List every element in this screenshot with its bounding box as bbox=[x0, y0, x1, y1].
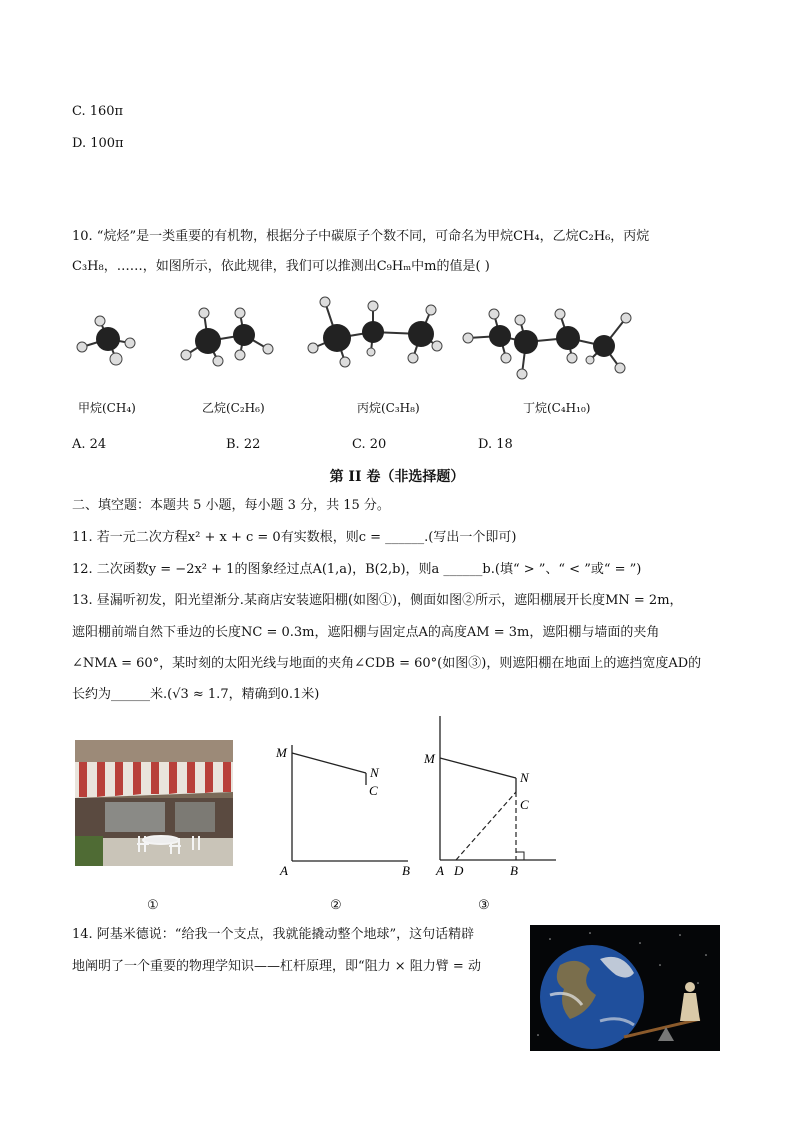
q10-option-a: A. 24 bbox=[72, 437, 107, 452]
q14-text-line1: 14. 阿基米德说：“给我一个支点，我就能撬动整个地球”，这句话精辟 bbox=[72, 927, 475, 942]
point-n: N bbox=[520, 770, 529, 785]
point-m: M bbox=[424, 751, 435, 766]
q13-text-line4: 长约为______米.(√3 ≈ 1.7，精确到0.1米) bbox=[72, 687, 320, 702]
ethane-label: 乙烷(C₂H₆) bbox=[202, 401, 265, 415]
q9-option-c: C. 160π bbox=[72, 104, 124, 119]
awning-photo bbox=[75, 740, 233, 866]
methane-figure bbox=[68, 315, 148, 375]
right-angle-mark bbox=[516, 852, 524, 860]
point-d: D bbox=[454, 863, 464, 878]
q13-text-line3: ∠NMA = 60°，某时刻的太阳光线与地面的夹角∠CDB = 60°(如图③)，则遮阳棚在地面上的遮挡宽度AD的 bbox=[72, 656, 702, 671]
propane-label: 丙烷(C₃H₈) bbox=[357, 401, 420, 415]
point-b: B bbox=[510, 863, 518, 878]
archimedes-lever-image bbox=[530, 925, 720, 1051]
point-a: A bbox=[436, 863, 444, 878]
point-a: A bbox=[280, 863, 288, 878]
point-c: C bbox=[369, 783, 378, 798]
q10-option-b: B. 22 bbox=[226, 437, 261, 452]
q10-text-line1: 10. “烷烃”是一类重要的有机物，根据分子中碳原子个数不同，可命名为甲烷CH₄，乙烷C₂H₆，丙烷 bbox=[72, 229, 650, 244]
figure-label-1: ① bbox=[147, 898, 159, 913]
butane-label: 丁烷(C₄H₁₀) bbox=[523, 401, 591, 415]
ethane-figure bbox=[178, 305, 278, 375]
point-n: N bbox=[370, 765, 379, 780]
q11-text: 11. 若一元二次方程x² + x + c = 0有实数根，则c = ______.(写出一个即可) bbox=[72, 530, 517, 545]
q13-text-line2: 遮阳棚前端自然下垂边的长度NC = 0.3m，遮阳棚与固定点A的高度AM = 3m，遮阳棚与墙面的夹角 bbox=[72, 625, 660, 640]
figure-label-2: ② bbox=[330, 898, 342, 913]
q12-text: 12. 二次函数y = −2x² + 1的图象经过点A(1,a)，B(2,b)，则a ______b.(填“ > ”、“ < ”或“ = ”) bbox=[72, 562, 642, 577]
q14-text-line2: 地阐明了一个重要的物理学知识——杠杆原理，即“阻力 × 阻力臂 = 动 bbox=[72, 959, 481, 974]
section-intro: 二、填空题：本题共 5 小题，每小题 3 分，共 15 分。 bbox=[72, 498, 390, 513]
q13-text-line1: 13. 昼漏听初发，阳光望渐分.某商店安装遮阳棚(如图①)，侧面如图②所示，遮阳棚展开长度MN = 2m， bbox=[72, 593, 683, 608]
diagram-figure-2 bbox=[270, 735, 420, 880]
q10-option-c: C. 20 bbox=[352, 437, 387, 452]
awning-mn bbox=[292, 753, 366, 773]
methane-label: 甲烷(CH₄) bbox=[78, 401, 136, 415]
point-b: B bbox=[402, 863, 410, 878]
sunlight-line bbox=[456, 792, 516, 860]
point-c: C bbox=[520, 797, 529, 812]
propane-figure bbox=[305, 292, 445, 372]
point-m: M bbox=[276, 745, 287, 760]
section-title: 第 II 卷（非选择题） bbox=[329, 469, 465, 485]
butane-figure bbox=[460, 308, 632, 386]
figure-label-3: ③ bbox=[478, 898, 490, 913]
q9-option-d: D. 100π bbox=[72, 136, 124, 151]
q10-option-d: D. 18 bbox=[478, 437, 513, 452]
q10-text-line2: C₃H₈，……，如图所示，依此规律，我们可以推测出C₉Hₘ中m的值是( ) bbox=[72, 259, 490, 274]
diagram-figure-3 bbox=[420, 712, 565, 880]
awning-mn bbox=[440, 758, 516, 778]
